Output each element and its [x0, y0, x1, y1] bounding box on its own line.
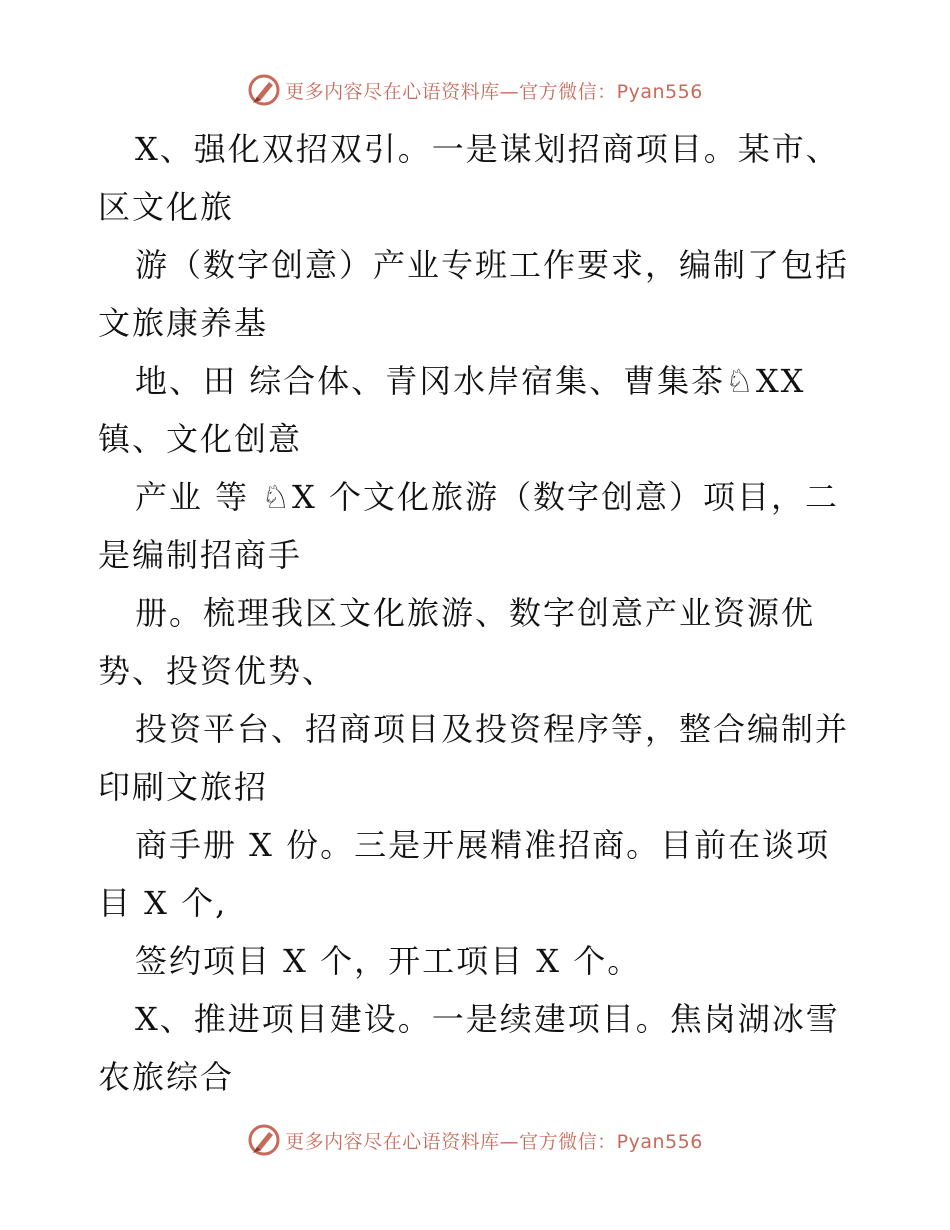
pen-logo-icon — [247, 1123, 281, 1157]
text-line: 农旅综合 — [98, 1058, 235, 1096]
text-line: 印刷文旅招 — [98, 768, 269, 806]
text-line: 目 X 个, — [98, 884, 228, 922]
text-line: 投资平台、招商项目及投资程序等，整合编制并 — [135, 710, 850, 748]
header-watermark — [0, 70, 950, 110]
watermark-text: 更多内容尽在心语资料库—官方微信：Pyan556 — [285, 80, 703, 103]
text-line: X、强化双招双引。一是谋划招商项目。某市、 — [135, 130, 840, 168]
text-line: 产业 等 ♘X 个文化旅游（数字创意）项目，二 — [135, 478, 839, 516]
text-line: X、推进项目建设。一是续建项目。焦岗湖冰雪 — [135, 1000, 840, 1038]
footer-watermark — [0, 1120, 950, 1160]
text-line: 镇、文化创意 — [98, 420, 303, 458]
watermark-text: 更多内容尽在心语资料库—官方微信：Pyan556 — [285, 1130, 703, 1153]
text-line: 势、投资优势、 — [98, 652, 337, 690]
text-line: 册。梳理我区文化旅游、数字创意产业资源优 — [135, 594, 816, 632]
text-line: 区文化旅 — [98, 188, 235, 226]
text-line: 商手册 X 份。三是开展精准招商。目前在谈项 — [135, 826, 831, 864]
text-line: 地、田 综合体、青冈水岸宿集、曹集茶♘XX — [135, 362, 806, 400]
text-line: 签约项目 X 个，开工项目 X 个。 — [135, 942, 642, 980]
text-line: 游（数字创意）产业专班工作要求，编制了包括 — [135, 246, 850, 284]
text-line: 是编制招商手 — [98, 536, 303, 574]
pen-logo-icon — [247, 73, 281, 107]
text-line: 文旅康养基 — [98, 304, 269, 342]
